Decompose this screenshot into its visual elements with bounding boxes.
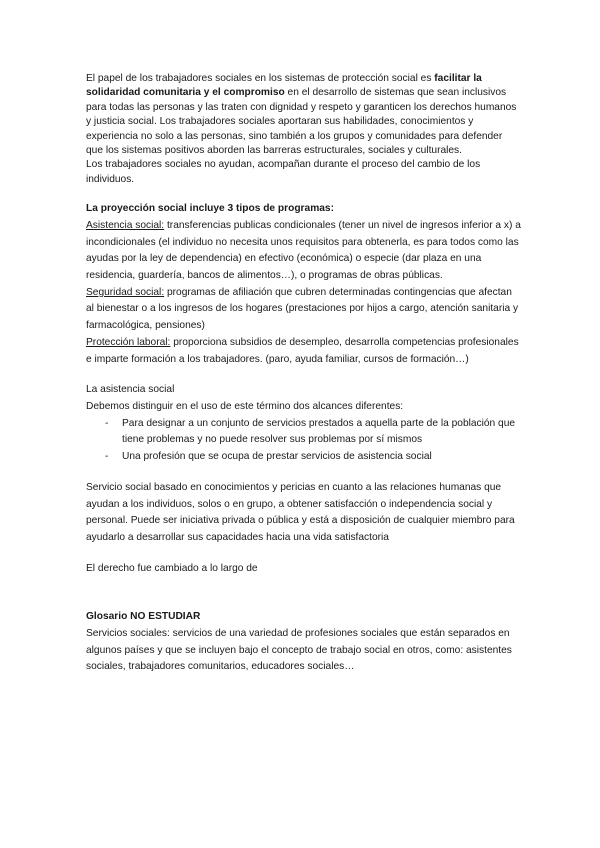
- list-item-text: Para designar a un conjunto de servicios prestados a aquella parte de la población que tiene problemas y no puede resolver sus problemas por sí mismos: [122, 417, 516, 446]
- programs-section: [86, 201, 522, 368]
- program-item-seguridad: [86, 285, 522, 335]
- list-item: [105, 416, 522, 449]
- list-item-text: Una profesión que se ocupa de prestar servicios de asistencia social: [122, 451, 432, 463]
- intro-paragraph: [86, 72, 522, 158]
- intro-text-start: El papel de los trabajadores sociales en los sistemas de protección social es: [86, 73, 435, 84]
- asistencia-section: [86, 382, 522, 466]
- dash-bullet-icon: -: [105, 417, 109, 429]
- servicio-paragraph: Servicio social basado en conocimientos y pericias en cuanto a las relaciones humanas que ayudan a los individuos, solos o en grupo, a obtener satisfacción o independencia social y personal. Puede ser iniciativa privada o pública y está a disposición de cualquier miembro para ayudarlo a desarrollar sus capacidades hacia una vida satisfactoria: [86, 481, 515, 543]
- document-page: [86, 72, 522, 676]
- program-item-asistencia: [86, 218, 522, 285]
- program-item-proteccion: [86, 335, 522, 368]
- program-description: proporciona subsidios de desempleo, desarrolla competencias profesionales e imparte formación a los trabajadores. (paro, ayuda familiar, cursos de formación…): [86, 336, 519, 365]
- program-term: Seguridad social:: [86, 286, 165, 298]
- glosario-text: Servicios sociales: servicios de una variedad de profesiones sociales que están separados en algunos países y que se incluyen bajo el concepto de trabajo social en otros, como: asistentes sociales, trabajadores comunitarios, educadores sociales…: [86, 628, 512, 673]
- programs-heading: La proyección social incluye 3 tipos de programas:: [86, 203, 334, 215]
- glosario-section: [86, 609, 522, 676]
- list-item: [105, 449, 522, 466]
- intro-bold-phrase: facilitar la solidaridad comunitaria y el compromiso: [86, 73, 482, 99]
- glosario-heading: Glosario NO ESTUDIAR: [86, 611, 201, 623]
- intro-paragraph-2: Los trabajadores sociales no ayudan, acompañan durante el proceso del cambio de los individuos.: [86, 159, 481, 185]
- asistencia-list: [86, 416, 522, 466]
- program-description: programas de afiliación que cubren determinadas contingencias que afectan al bienestar o a los ingresos de los hogares (prestaciones por hijos a cargo, atención sanitaria y farmacológica, pensiones): [86, 286, 519, 332]
- program-description: transferencias publicas condicionales (tener un nivel de ingresos inferior a x) a incondicionales (el individuo no necesita unos requisitos para obtenerla, es para todos como las ayudas por la ley de dependencia) en efectivo (económica) o especie (dar plaza en una residencia, guardería, bancos de alimentos…), o programas de obras públicas.: [86, 219, 521, 282]
- asistencia-title: La asistencia social: [86, 384, 175, 396]
- derecho-paragraph: El derecho fue cambiado a lo largo de: [86, 562, 258, 574]
- program-term: Protección laboral:: [86, 336, 171, 348]
- intro-text-end: en el desarrollo de sistemas que sean inclusivos para todas las personas y las traten con dignidad y respeto y garanticen los derechos humanos y justicia social. Los trabajadores sociales aportaran sus habilidades, conocimientos y experiencia no solo a las personas, sino también a los grupos y comunidades para defender que los sistemas positivos aborden las barreras estructurales, sociales y culturales.: [86, 87, 517, 157]
- program-term: Asistencia social:: [86, 219, 165, 231]
- dash-bullet-icon: -: [105, 451, 109, 463]
- asistencia-intro: Debemos distinguir en el uso de este término dos alcances diferentes:: [86, 400, 404, 412]
